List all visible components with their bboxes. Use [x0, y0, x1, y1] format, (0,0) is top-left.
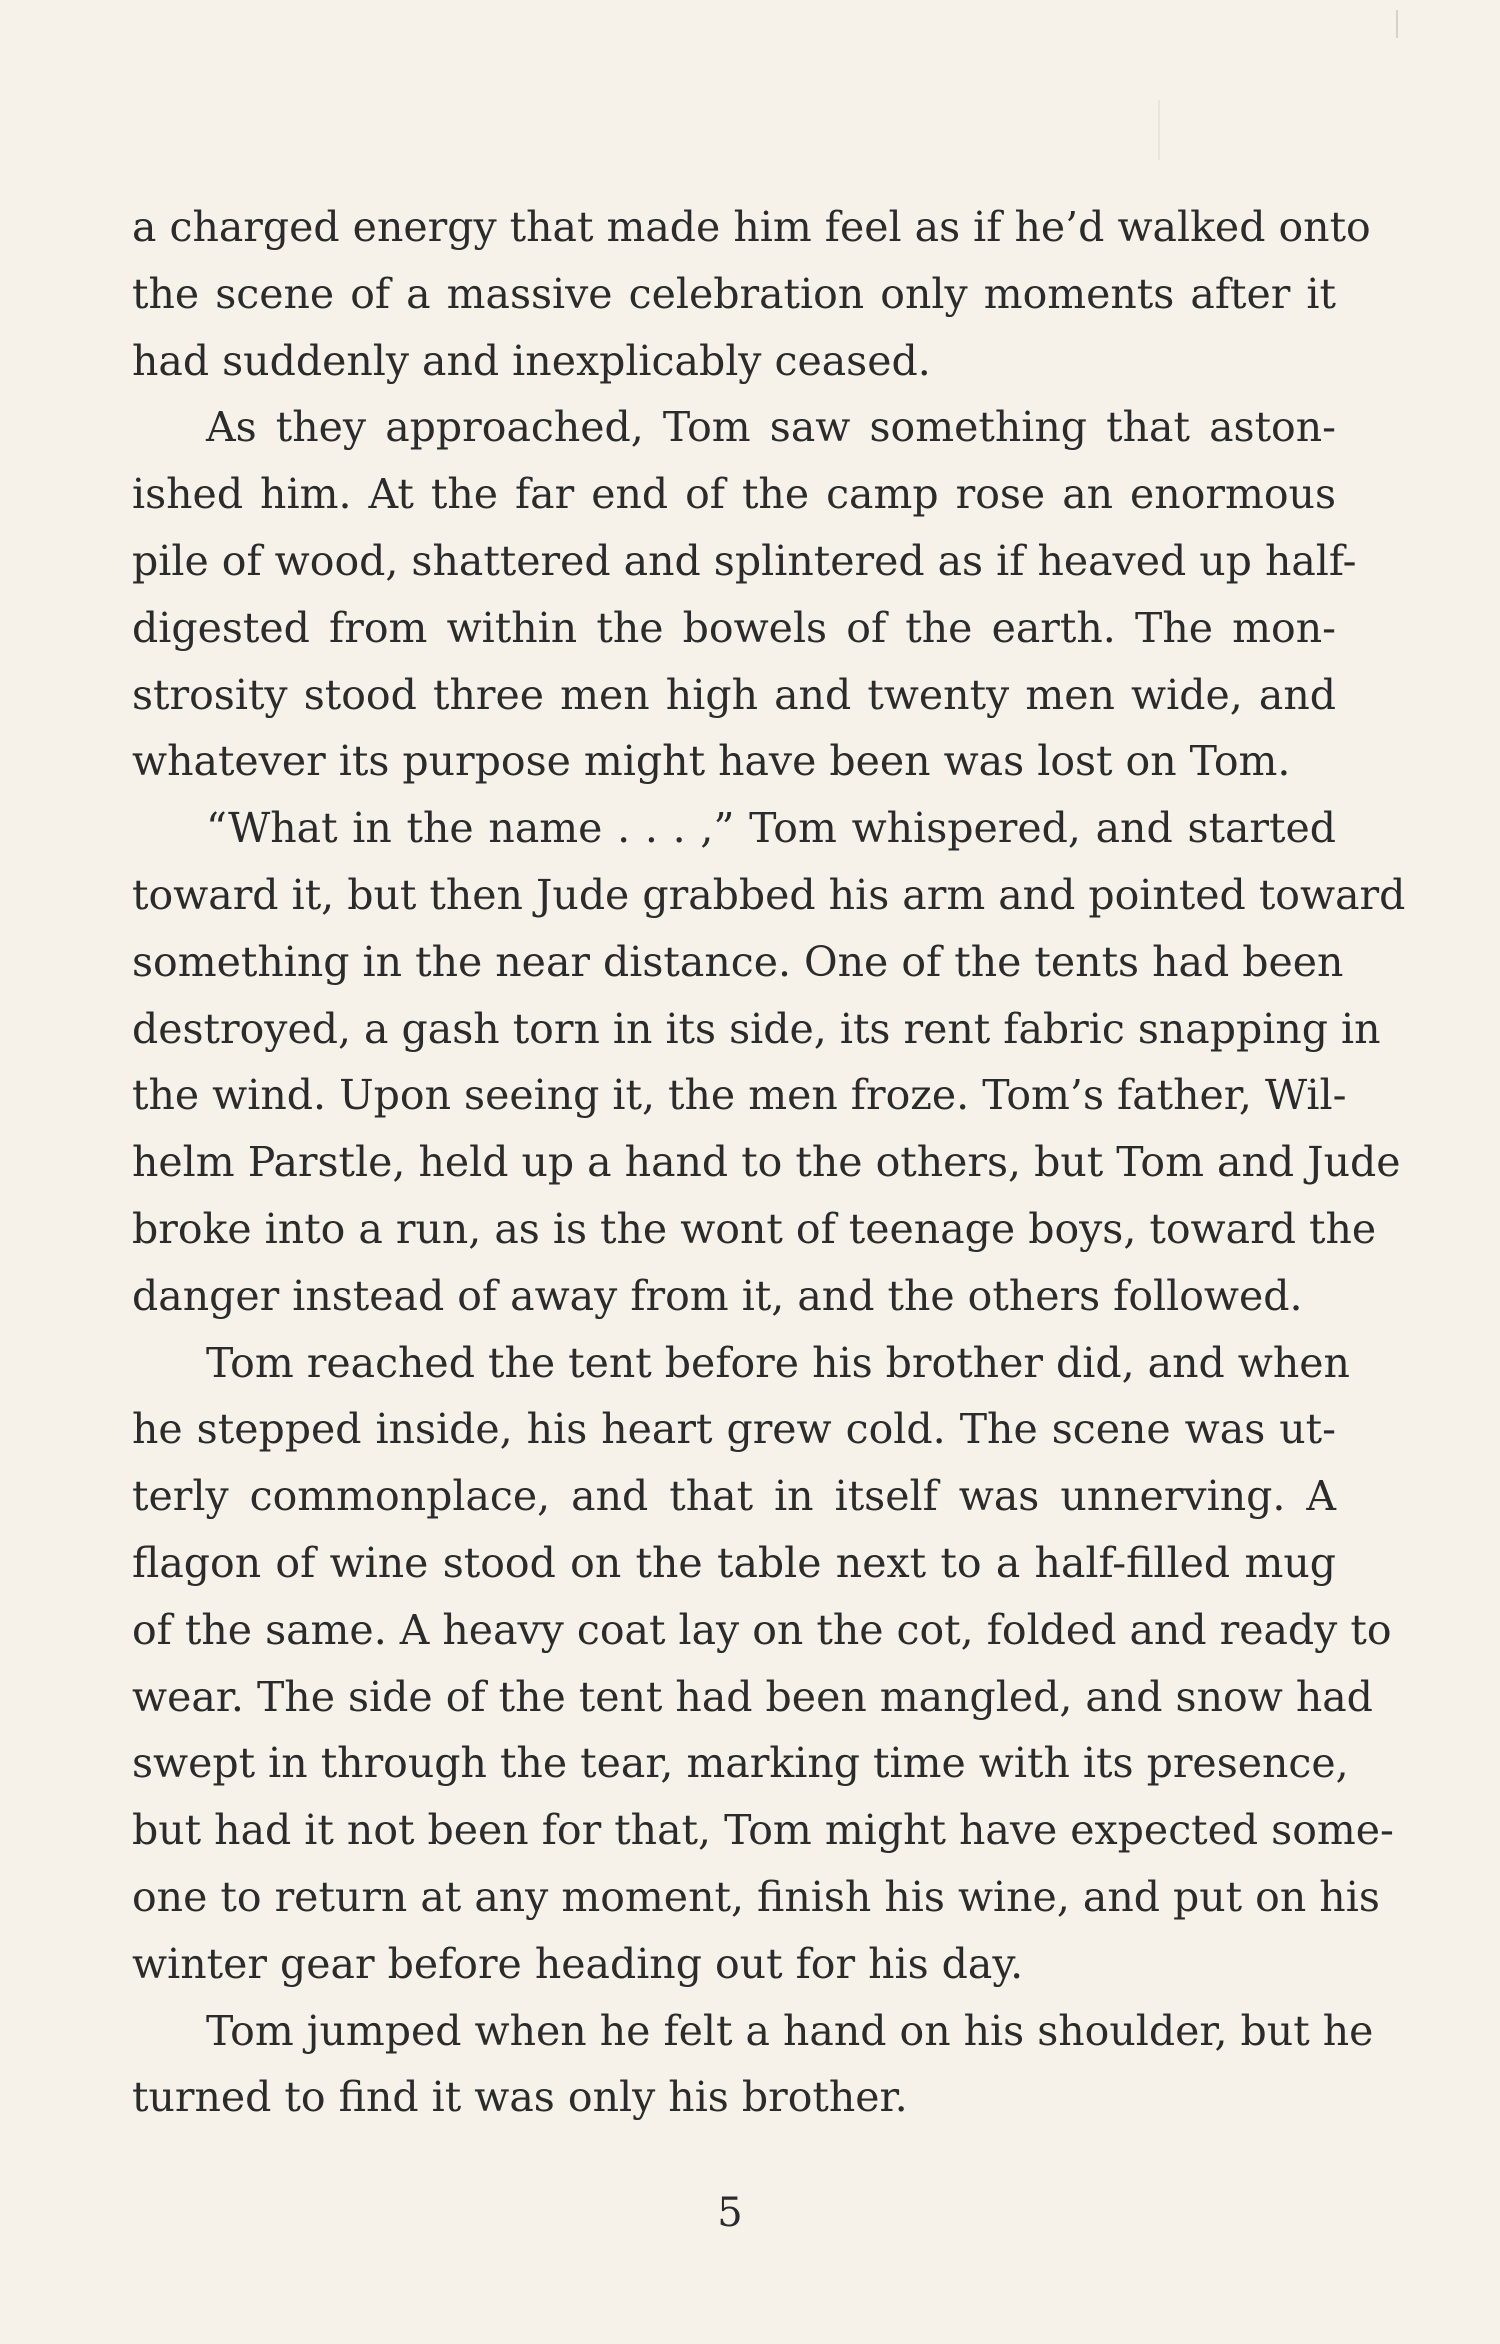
- text-line: the wind. Upon seeing it, the men froze. Tom’s father, Wil-: [132, 1071, 1347, 1120]
- scan-edge-mark: [1396, 10, 1398, 38]
- text-line: destroyed, a gash torn in its side, its rent fabric snapping in: [132, 1004, 1381, 1053]
- text-line: whatever its purpose might have been was lost on Tom.: [132, 737, 1291, 786]
- paragraph: [132, 394, 1357, 795]
- text-line: flagon of wine stood on the table next to a half-filled mug: [132, 1538, 1336, 1587]
- text-line: Tom reached the tent before his brother did, and when: [206, 1338, 1350, 1387]
- paragraph: [132, 1998, 1374, 2132]
- text-line: digested from within the bowels of the earth. The mon-: [132, 603, 1336, 652]
- paragraph: [132, 795, 1406, 1329]
- text-line: danger instead of away from it, and the others followed.: [132, 1271, 1303, 1320]
- text-line: As they approached, Tom saw something that aston-: [206, 403, 1336, 452]
- paragraph: [132, 1330, 1394, 1998]
- text-line: ished him. At the far end of the camp rose an enormous: [132, 470, 1336, 519]
- paragraph: [132, 194, 1371, 394]
- text-line: “What in the name . . . ,” Tom whispered, and started: [206, 804, 1336, 853]
- text-line: one to return at any moment, finish his wine, and put on his: [132, 1872, 1380, 1921]
- text-line: he stepped inside, his heart grew cold. The scene was ut-: [132, 1405, 1336, 1454]
- text-line: the scene of a massive celebration only moments after it: [132, 269, 1336, 318]
- text-line: something in the near distance. One of the tents had been: [132, 937, 1344, 986]
- text-line: broke into a run, as is the wont of teenage boys, toward the: [132, 1204, 1377, 1253]
- text-line: turned to find it was only his brother.: [132, 2073, 908, 2122]
- text-line: winter gear before heading out for his day.: [132, 1939, 1024, 1988]
- scan-edge-mark: [1158, 100, 1160, 160]
- text-line: of the same. A heavy coat lay on the cot, folded and ready to: [132, 1605, 1392, 1654]
- text-line: Tom jumped when he felt a hand on his shoulder, but he: [206, 2006, 1374, 2055]
- text-line: swept in through the tear, marking time with its presence,: [132, 1739, 1349, 1788]
- text-line: helm Parstle, held up a hand to the others, but Tom and Jude: [132, 1138, 1401, 1187]
- page-number: 5: [717, 2190, 743, 2236]
- text-line: but had it not been for that, Tom might have expected some-: [132, 1806, 1394, 1855]
- body-text: [132, 194, 1406, 2131]
- text-line: had suddenly and inexplicably ceased.: [132, 336, 931, 385]
- text-line: terly commonplace, and that in itself was unnerving. A: [132, 1472, 1336, 1521]
- text-line: strosity stood three men high and twenty men wide, and: [132, 670, 1336, 719]
- text-line: toward it, but then Jude grabbed his arm and pointed toward: [132, 870, 1406, 919]
- text-line: wear. The side of the tent had been mangled, and snow had: [132, 1672, 1373, 1721]
- text-line: a charged energy that made him feel as if he’d walked onto: [132, 203, 1371, 251]
- text-line: pile of wood, shattered and splintered as if heaved up half-: [132, 536, 1357, 585]
